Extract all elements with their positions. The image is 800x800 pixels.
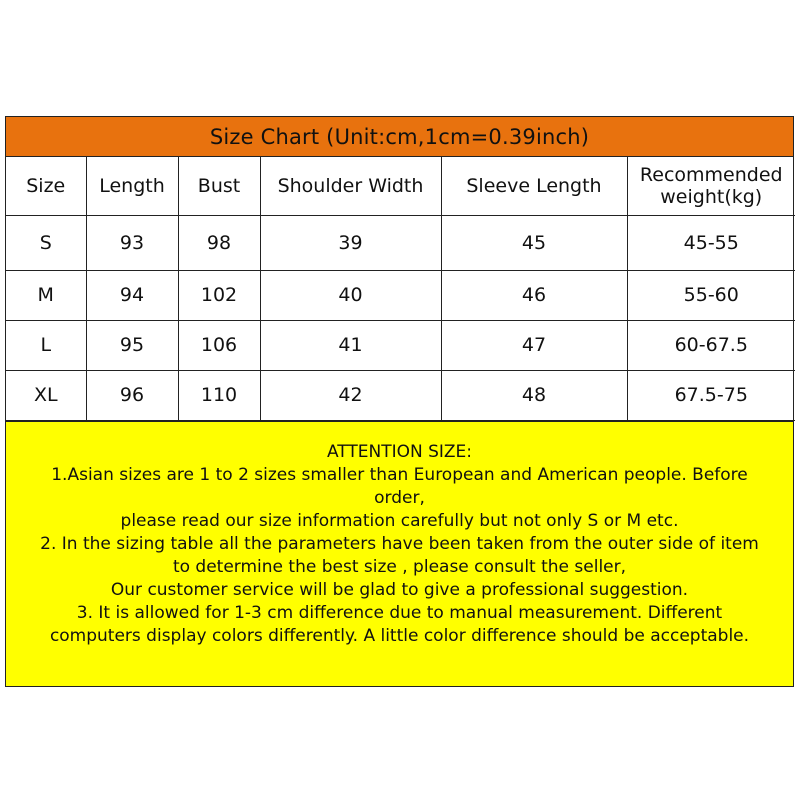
- notes-line: Our customer service will be glad to give a professional suggestion.: [110, 579, 689, 600]
- notes-line: 1.Asian sizes are 1 to 2 sizes smaller than European and American people. Before: [51, 464, 748, 485]
- attention-notes: [6, 421, 793, 687]
- cell-size: M: [6, 270, 86, 320]
- cell-sleeve-length: 47: [441, 320, 627, 370]
- notes-line: to determine the best size , please consult the seller,: [172, 556, 627, 577]
- cell-sleeve-length: 48: [441, 370, 627, 420]
- cell-length: 94: [86, 270, 178, 320]
- cell-weight: 60-67.5: [627, 320, 795, 370]
- cell-shoulder-width: 39: [260, 215, 441, 270]
- cell-bust: 110: [178, 370, 260, 420]
- size-table: [6, 157, 795, 421]
- cell-size: XL: [6, 370, 86, 420]
- header-length: Length: [86, 157, 178, 215]
- notes-text: [6, 441, 793, 648]
- header-size: Size: [6, 157, 86, 215]
- table-row: [6, 215, 795, 270]
- header-bust: Bust: [178, 157, 260, 215]
- cell-bust: 106: [178, 320, 260, 370]
- cell-weight: 45-55: [627, 215, 795, 270]
- notes-line: order,: [374, 487, 425, 508]
- cell-shoulder-width: 41: [260, 320, 441, 370]
- cell-length: 95: [86, 320, 178, 370]
- cell-sleeve-length: 46: [441, 270, 627, 320]
- notes-line: 3. It is allowed for 1-3 cm difference due to manual measurement. Different: [76, 602, 723, 623]
- table-header-row: [6, 157, 795, 215]
- header-weight-line-2: weight(kg): [660, 185, 763, 208]
- header-sleeve-length: Sleeve Length: [441, 157, 627, 215]
- notes-line: please read our size information carefully but not only S or M etc.: [120, 510, 679, 531]
- table-row: [6, 370, 795, 420]
- size-chart: [5, 116, 794, 687]
- size-chart-title: Size Chart (Unit:cm,1cm=0.39inch): [6, 117, 793, 157]
- header-recommended-weight: [627, 157, 795, 215]
- cell-length: 93: [86, 215, 178, 270]
- cell-bust: 98: [178, 215, 260, 270]
- table-row: [6, 320, 795, 370]
- cell-weight: 55-60: [627, 270, 795, 320]
- cell-bust: 102: [178, 270, 260, 320]
- cell-shoulder-width: 42: [260, 370, 441, 420]
- notes-heading: ATTENTION SIZE:: [326, 441, 473, 462]
- cell-sleeve-length: 45: [441, 215, 627, 270]
- table-row: [6, 270, 795, 320]
- cell-shoulder-width: 40: [260, 270, 441, 320]
- notes-line: 2. In the sizing table all the parameters have been taken from the outer side of item: [40, 533, 759, 554]
- header-weight-line-1: Recommended: [639, 163, 783, 186]
- notes-line: computers display colors differently. A little color difference should be acceptable.: [49, 625, 750, 646]
- cell-size: S: [6, 215, 86, 270]
- cell-length: 96: [86, 370, 178, 420]
- cell-size: L: [6, 320, 86, 370]
- cell-weight: 67.5-75: [627, 370, 795, 420]
- header-shoulder-width: Shoulder Width: [260, 157, 441, 215]
